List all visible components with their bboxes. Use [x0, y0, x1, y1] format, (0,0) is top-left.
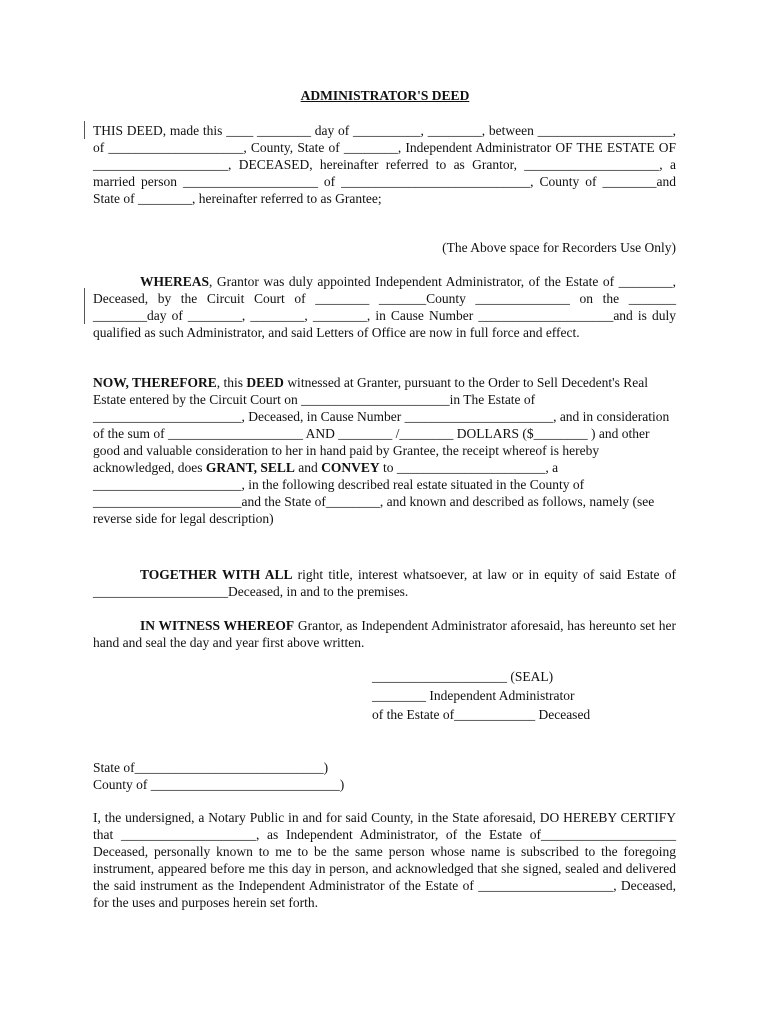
recorders-note: (The Above space for Recorders Use Only)	[442, 240, 676, 255]
together-with-text: right title, interest whatsoever, at law or in equity of said Estate of ____________________Deceased, in and to the premises.	[93, 567, 676, 599]
whereas-heading: WHEREAS	[140, 274, 210, 289]
now-therefore-heading: NOW, THEREFORE	[93, 375, 217, 390]
deed-intro-paragraph[interactable]	[93, 122, 676, 207]
together-with-heading: TOGETHER WITH ALL	[140, 567, 293, 582]
now-therefore-text-4: to ______________________, a ______________________, in the following described real estate situated in the County of ______________________and the State of________, and known and described as follows, namely (see reverse side for legal description)	[93, 460, 655, 526]
signature-admin-line[interactable]: ________ Independent Administrator	[372, 688, 575, 703]
text-cursor-2	[84, 288, 85, 324]
now-therefore-text-3: and	[294, 460, 322, 475]
state-line[interactable]: State of____________________________)	[93, 760, 329, 775]
notary-paragraph[interactable]	[93, 809, 676, 911]
whereas-paragraph[interactable]	[93, 273, 676, 341]
in-witness-heading: IN WITNESS WHEREOF	[140, 618, 295, 633]
document-title: ADMINISTRATOR'S DEED	[300, 88, 470, 103]
now-therefore-paragraph[interactable]	[93, 374, 676, 527]
whereas-text: , Grantor was duly appointed Independent Administrator, of the Estate of ________, Deceased, by the Circuit Court of ________ _______County ______________ on the _______ ________day of ________, ________, ________, in Cause Number ____________________and is duly qualified as such Administrator, and said Letters of Office are now in full force and effect.	[93, 274, 676, 340]
in-witness-paragraph[interactable]	[93, 617, 676, 651]
signature-estate-line[interactable]: of the Estate of____________ Deceased	[372, 707, 591, 722]
signature-seal-line[interactable]: ____________________ (SEAL)	[372, 669, 554, 684]
deed-intro-text: THIS DEED, made this ____ ________ day of __________, ________, between ____________________, of ____________________, County, State of ________, Independent Administrator OF THE ESTATE OF ____________________, DECEASED, hereinafter referred to as Grantor, ____________________, a married person ____________________ of ____________________________, County of ________and State of ________, hereinafter referred to as Grantee;	[93, 123, 676, 206]
venue-block	[93, 759, 493, 793]
together-with-paragraph[interactable]	[93, 566, 676, 600]
deed-word: DEED	[246, 375, 284, 390]
county-line[interactable]: County of ____________________________)	[93, 777, 345, 792]
now-therefore-text-1: , this	[216, 375, 247, 390]
signature-block	[372, 667, 692, 724]
grant-sell-words: GRANT, SELL	[205, 460, 295, 475]
in-witness-text: Grantor, as Independent Administrator aforesaid, has hereunto set her hand and seal the day and year first above written.	[93, 618, 676, 650]
convey-word: CONVEY	[321, 460, 380, 475]
text-cursor-1	[84, 121, 85, 139]
notary-text: I, the undersigned, a Notary Public in and for said County, in the State aforesaid, DO HEREBY CERTIFY that ____________________, as Independent Administrator, of the Estate of____________________ Deceased, personally known to me to be the same person whose name is subscribed to the foregoing instrument, appeared before me this day in person, and acknowledged that she signed, sealed and delivered the said instrument as the Independent Administrator of the Estate of ____________________, Deceased, for the uses and purposes herein set forth.	[93, 810, 676, 910]
now-therefore-text-2: witnessed at Granter, pursuant to the Order to Sell Decedent's Real Estate entered by the Circuit Court on ______________________in The Estate of ______________________, Deceased, in Cause Number ______________________, and in consideration of the sum of ____________________ AND ________ /________ DOLLARS ($________ ) and other good and valuable consideration to her in hand paid by Grantee, the receipt whereof is hereby acknowledged, does	[93, 375, 670, 475]
